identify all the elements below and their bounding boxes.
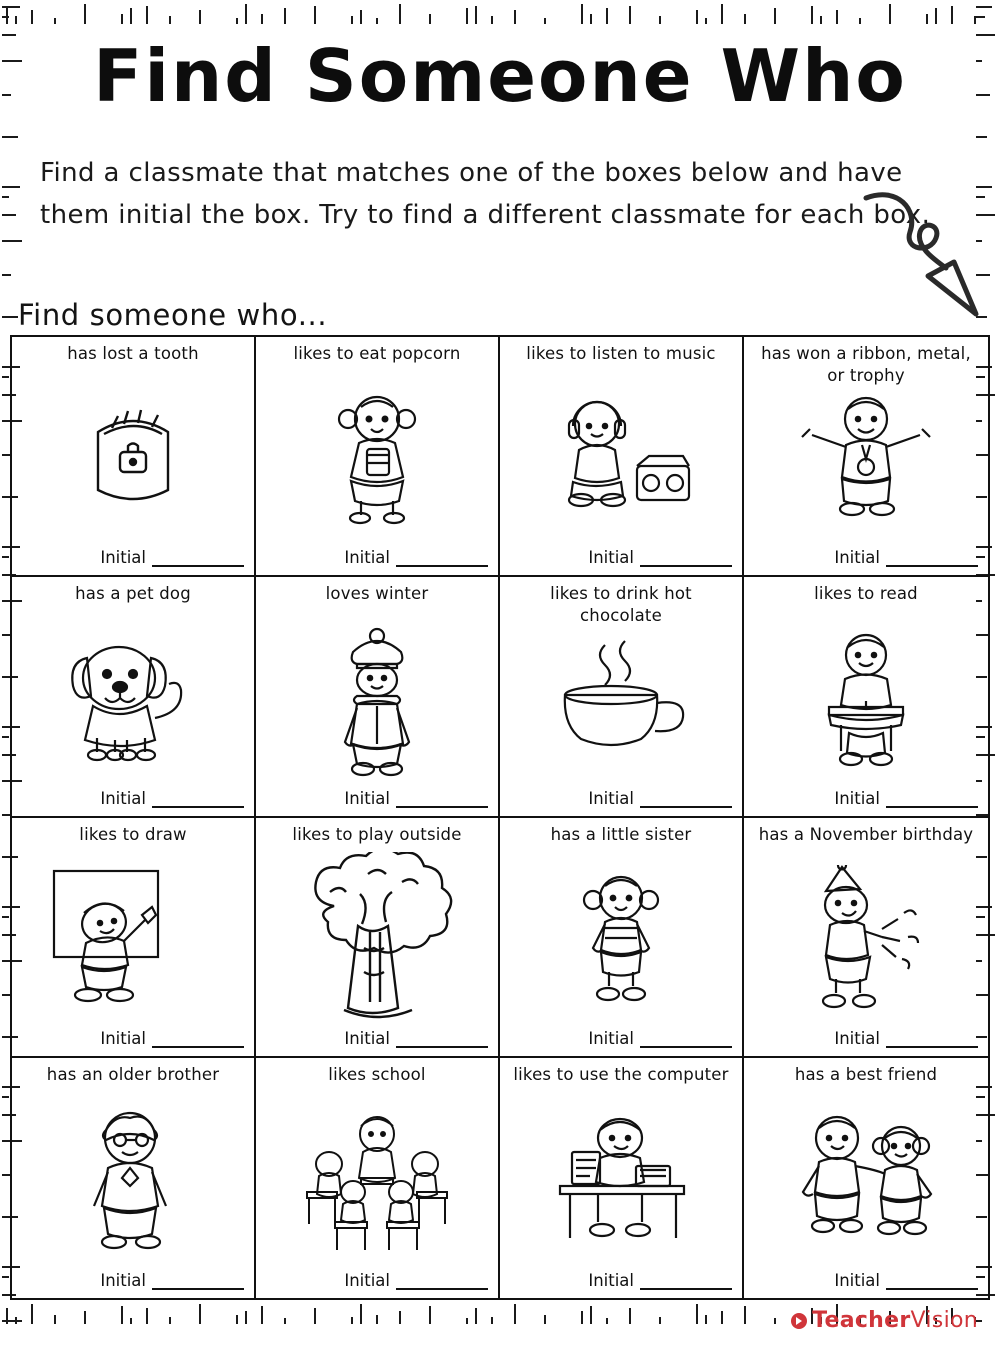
classroom-desks-icon [256,1106,498,1256]
initial-rule[interactable] [640,551,732,567]
cell-label: likes to eat popcorn [293,344,461,363]
initial-rule[interactable] [396,551,488,567]
worksheet-cell[interactable] [500,818,744,1058]
initial-field[interactable] [588,789,732,808]
initial-field[interactable] [834,1271,978,1290]
kid-headphones-icon [500,385,742,533]
initial-field[interactable] [834,548,978,567]
worksheet-cell[interactable] [12,577,256,817]
hot-cocoa-cup-icon [500,625,742,773]
initial-label: Initial [834,1271,880,1290]
cell-label: loves winter [325,584,429,604]
initial-rule[interactable] [886,792,978,808]
kid-painting-easel-icon [12,866,254,1014]
initial-field[interactable] [344,548,488,567]
initial-label: Initial [344,548,390,568]
initial-rule[interactable] [396,1032,488,1048]
initial-rule[interactable] [396,1274,488,1290]
worksheet-cell[interactable] [12,818,256,1058]
initial-field[interactable] [100,1029,244,1048]
worksheet-cell[interactable] [744,577,988,817]
initial-label: Initial [834,788,880,808]
cell-label: has lost a tooth [67,344,199,363]
cell-label: likes to drink hot chocolate [550,584,692,626]
initial-rule[interactable] [640,1274,732,1290]
initial-label: Initial [100,788,146,808]
little-girl-icon [500,866,742,1014]
initial-label: Initial [344,1271,390,1290]
two-friends-icon [744,1106,988,1256]
dog-icon [12,625,254,773]
worksheet-grid [10,335,990,1300]
cell-label: has a best friend [794,1064,938,1084]
play-circle-icon [791,1313,807,1329]
initial-label: Initial [588,548,634,568]
initial-label: Initial [588,1028,634,1048]
initial-rule[interactable] [152,551,244,567]
initial-label: Initial [588,788,634,808]
older-boy-icon [12,1106,254,1256]
kid-medal-icon [744,385,988,533]
initial-field[interactable] [100,548,244,567]
initial-field[interactable] [834,1029,978,1048]
worksheet-cell[interactable] [256,818,500,1058]
initial-field[interactable] [344,1029,488,1048]
cell-label: has won a ribbon, metal, or trophy [761,344,971,385]
initial-field[interactable] [834,789,978,808]
initial-field[interactable] [100,1271,244,1290]
worksheet-cell[interactable] [500,1058,744,1298]
kid-computer-desk-icon [500,1106,742,1256]
instructions-text: Find a classmate that matches one of the boxes below and have them initial the box. Try to find a different classmate for each box. [40,158,931,230]
initial-field[interactable] [588,1029,732,1048]
initial-field[interactable] [344,789,488,808]
kid-party-hat-icon [744,866,988,1014]
worksheet-cell[interactable] [12,1058,256,1298]
initial-label: Initial [344,1028,390,1048]
initial-label: Initial [344,788,390,808]
initial-label: Initial [834,1028,880,1048]
worksheet-cell[interactable] [12,337,256,577]
initial-rule[interactable] [152,1032,244,1048]
tree-icon [256,866,498,1014]
initial-rule[interactable] [152,792,244,808]
worksheet-cell[interactable] [500,337,744,577]
find-someone-who-prompt: Find someone who... [18,298,328,332]
cell-label: likes school [328,1064,426,1084]
brand-secondary: Vision [910,1308,978,1333]
initial-rule[interactable] [640,1032,732,1048]
top-tick-border [0,2,1000,24]
initial-label: Initial [100,548,146,568]
initial-field[interactable] [588,548,732,567]
initial-label: Initial [834,548,880,568]
cell-label: has a pet dog [75,584,191,604]
initial-rule[interactable] [396,792,488,808]
cell-label: has a November birthday [758,824,974,844]
girl-popcorn-icon [256,385,498,533]
initial-label: Initial [100,1271,146,1290]
worksheet-cell[interactable] [744,818,988,1058]
page-title: Find Someone Who [93,34,907,118]
cell-label: likes to play outside [292,824,462,844]
initial-rule[interactable] [886,551,978,567]
boy-backpack-icon [12,385,254,533]
worksheet-cell[interactable] [256,577,500,817]
teachervision-footer[interactable] [0,1308,1000,1333]
brand-primary: Teacher [812,1308,911,1333]
initial-field[interactable] [344,1271,488,1290]
cell-label: likes to use the computer [513,1064,729,1084]
worksheet-cell[interactable] [744,1058,988,1298]
initial-rule[interactable] [886,1032,978,1048]
cell-label: likes to draw [79,824,187,844]
initial-label: Initial [588,1271,634,1290]
initial-rule[interactable] [886,1274,978,1290]
initial-rule[interactable] [152,1274,244,1290]
cell-label: has a little sister [550,824,692,844]
worksheet-cell[interactable] [256,1058,500,1298]
kid-winter-coat-icon [256,625,498,773]
kid-reading-book-icon [744,625,988,773]
cell-label: likes to read [814,584,918,604]
initial-field[interactable] [100,789,244,808]
initial-label: Initial [100,1028,146,1048]
squiggle-arrow-icon [858,180,988,320]
initial-field[interactable] [588,1271,732,1290]
cell-label: has an older brother [46,1064,220,1084]
initial-rule[interactable] [640,792,732,808]
cell-label: likes to listen to music [526,344,716,363]
worksheet-cell[interactable] [256,337,500,577]
worksheet-cell[interactable] [744,337,988,577]
worksheet-cell[interactable] [500,577,744,817]
